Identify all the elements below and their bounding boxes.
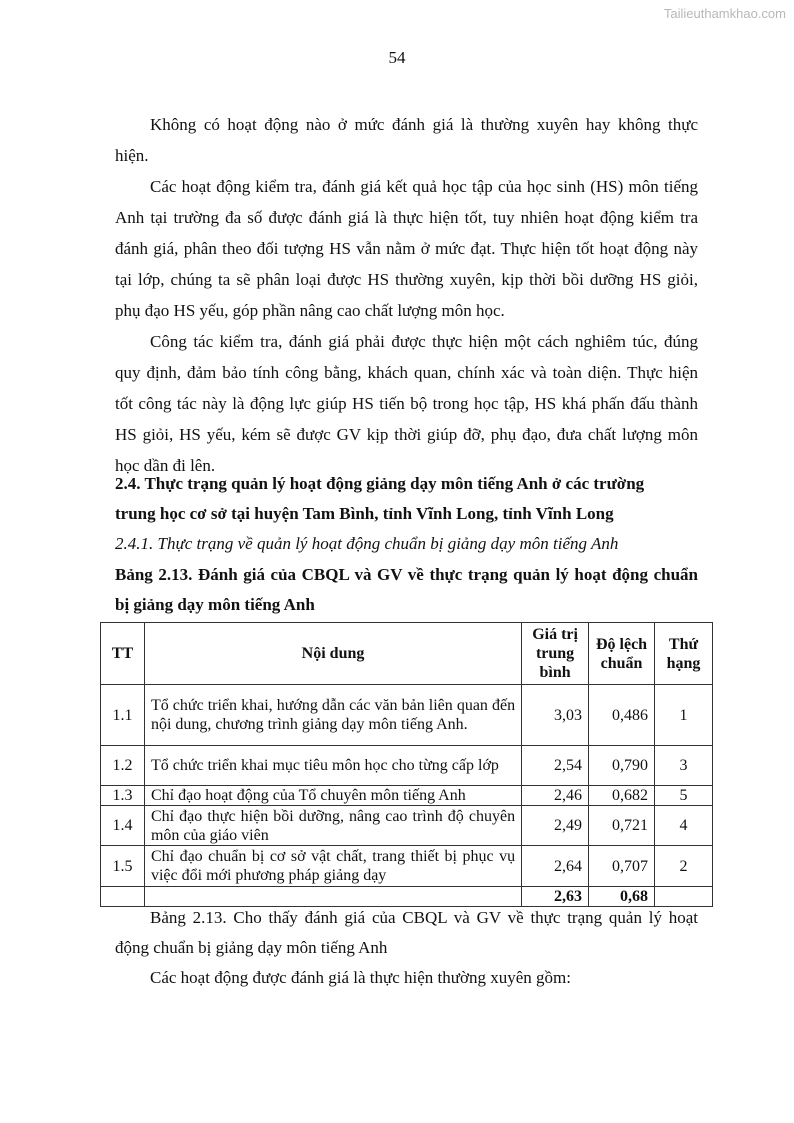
caption-line: Bảng 2.13. Đánh giá của CBQL và GV về thực trạng quản lý hoạt động chuẩn	[115, 565, 698, 584]
table-row	[101, 685, 713, 746]
cell-mean: 2,64	[522, 846, 589, 887]
text-line: tốt công tác này là động lực giúp HS tiến bộ trong học tập, HS khá phấn đấu thành	[115, 394, 698, 413]
cell-content: Tổ chức triển khai mục tiêu môn học cho từng cấp lớp	[144, 746, 521, 786]
text-line: phụ đạo HS yếu, góp phần nâng cao chất lượng môn học.	[115, 301, 505, 320]
cell-rank: 1	[655, 685, 713, 746]
cell-tt: 1.3	[101, 786, 145, 806]
cell-content: Chỉ đạo hoạt động của Tổ chuyên môn tiếng Anh	[144, 786, 521, 806]
subsection-heading: 2.4.1. Thực trạng về quản lý hoạt động chuẩn bị giảng dạy môn tiếng Anh	[115, 534, 619, 553]
text-line: Công tác kiểm tra, đánh giá phải được thực hiện một cách nghiêm túc, đúng	[150, 332, 698, 351]
cell-content: Chỉ đạo chuẩn bị cơ sở vật chất, trang thiết bị phục vụ việc đổi mới phương pháp giảng dạy	[144, 846, 521, 887]
cell-rank: 5	[655, 786, 713, 806]
cell-tt: 1.5	[101, 846, 145, 887]
heading-line: trung học cơ sở tại huyện Tam Bình, tỉnh Vĩnh Long, tỉnh Vĩnh Long	[115, 504, 614, 523]
watermark: Tailieuthamkhao.com	[663, 6, 786, 21]
table-row	[101, 746, 713, 786]
cell-empty	[101, 887, 145, 907]
cell-mean: 2,54	[522, 746, 589, 786]
heading-line: 2.4. Thực trạng quản lý hoạt động giảng dạy môn tiếng Anh ở các trường	[115, 474, 645, 493]
table-row	[101, 806, 713, 846]
cell-tt: 1.1	[101, 685, 145, 746]
evaluation-table	[100, 622, 713, 907]
text-line: hiện.	[115, 146, 149, 165]
cell-mean: 3,03	[522, 685, 589, 746]
cell-sd: 0,486	[589, 685, 655, 746]
cell-rank: 2	[655, 846, 713, 887]
cell-tt: 1.2	[101, 746, 145, 786]
cell-content: Chỉ đạo thực hiện bồi dưỡng, nâng cao trình độ chuyên môn của giáo viên	[144, 806, 521, 846]
cell-rank: 3	[655, 746, 713, 786]
cell-empty	[144, 887, 521, 907]
table-total-row	[101, 887, 713, 907]
text-line: Các hoạt động kiểm tra, đánh giá kết quả học tập của học sinh (HS) môn tiếng	[150, 177, 698, 196]
text-line: Không có hoạt động nào ở mức đánh giá là thường xuyên hay không thực	[150, 115, 698, 134]
cell-sd: 0,707	[589, 846, 655, 887]
cell-rank: 4	[655, 806, 713, 846]
table-row	[101, 846, 713, 887]
cell-empty	[655, 887, 713, 907]
header-tt: TT	[101, 623, 145, 685]
cell-sd: 0,682	[589, 786, 655, 806]
caption-line: bị giảng dạy môn tiếng Anh	[115, 595, 315, 614]
text-line: Anh tại trường đa số được đánh giá là thực hiện tốt, tuy nhiên hoạt động kiểm tra	[115, 208, 698, 227]
text-line: HS giỏi, HS yếu, kém sẽ được GV kịp thời giúp đỡ, phụ đạo, đưa chất lượng môn	[115, 425, 698, 444]
header-mean: Giá trị trung bình	[522, 623, 589, 685]
cell-tt: 1.4	[101, 806, 145, 846]
table-row	[101, 786, 713, 806]
cell-sd: 0,721	[589, 806, 655, 846]
paragraph-5: Các hoạt động được đánh giá là thực hiện thường xuyên gồm:	[150, 968, 571, 987]
cell-mean: 2,49	[522, 806, 589, 846]
total-sd: 0,68	[589, 887, 655, 907]
cell-mean: 2,46	[522, 786, 589, 806]
header-rank: Thứ hạng	[655, 623, 713, 685]
header-sd: Độ lệch chuẩn	[589, 623, 655, 685]
table-header-row	[101, 623, 713, 685]
text-line: động chuẩn bị giảng dạy môn tiếng Anh	[115, 938, 388, 957]
text-line: tại lớp, chúng ta sẽ phân loại được HS thường xuyên, kịp thời bồi dưỡng HS giỏi,	[115, 270, 698, 289]
text-line: học dần đi lên.	[115, 456, 216, 475]
header-content: Nội dung	[144, 623, 521, 685]
text-line: quy định, đảm bảo tính công bằng, khách quan, chính xác và toàn diện. Thực hiện	[115, 363, 698, 382]
total-mean: 2,63	[522, 887, 589, 907]
cell-content: Tổ chức triển khai, hướng dẫn các văn bản liên quan đến nội dung, chương trình giảng dạy môn tiếng Anh.	[144, 685, 521, 746]
text-line: Bảng 2.13. Cho thấy đánh giá của CBQL và GV về thực trạng quản lý hoạt	[150, 908, 698, 927]
cell-sd: 0,790	[589, 746, 655, 786]
text-line: đánh giá, phân theo đối tượng HS vẫn nằm ở mức đạt. Thực hiện tốt hoạt động này	[115, 239, 698, 258]
page-number: 54	[388, 48, 406, 67]
